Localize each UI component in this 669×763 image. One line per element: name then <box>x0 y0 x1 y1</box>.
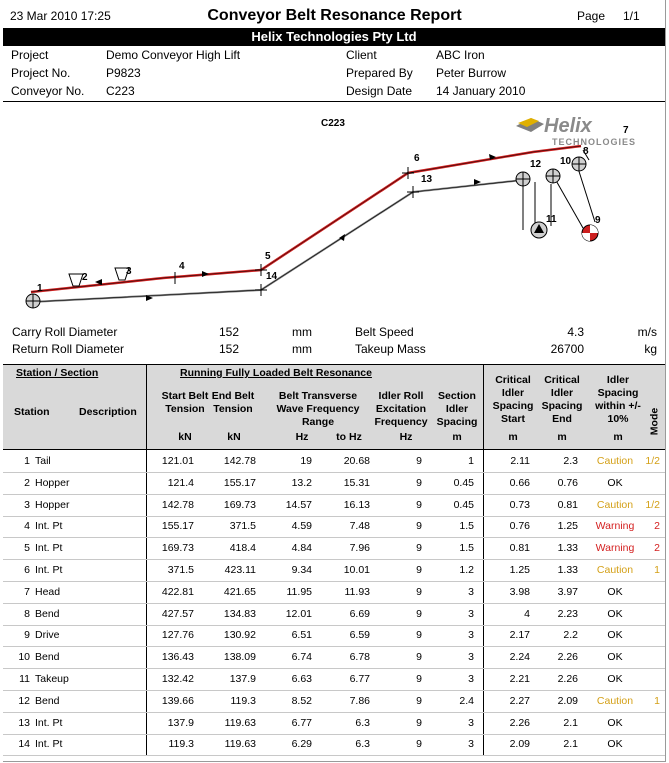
cell-f-to: 16.13 <box>343 498 370 511</box>
cell-f-to: 7.48 <box>349 520 370 533</box>
cell-status: Caution <box>596 455 634 467</box>
cell-excite: 9 <box>416 694 422 707</box>
cell-excite: 9 <box>416 673 422 685</box>
col-wave-range: Belt Transverse Wave Frequency Range <box>276 390 360 428</box>
point-label: 4 <box>179 261 185 272</box>
cell-desc: Bend <box>35 607 60 620</box>
cell-crit-s: 2.24 <box>509 651 530 664</box>
cell-start-t: 371.5 <box>167 564 194 576</box>
cell-no: 4 <box>24 520 30 533</box>
cell-crit-s: 4 <box>524 607 530 620</box>
unit-kn: kN <box>227 431 241 443</box>
cell-status: OK <box>607 716 623 729</box>
cell-crit-s: 0.66 <box>509 476 530 489</box>
cell-status: Warning <box>595 520 635 533</box>
cell-f-to: 15.31 <box>343 476 370 489</box>
cell-f-to: 6.69 <box>349 607 370 620</box>
unit-kn: kN <box>178 431 192 443</box>
cell-crit-s: 2.11 <box>510 455 530 467</box>
cell-spacing: 3 <box>468 585 474 598</box>
cell-no: 12 <box>18 694 30 707</box>
project-no-value: P9823 <box>106 66 141 80</box>
cell-end-t: 421.65 <box>223 585 256 598</box>
cell-excite: 9 <box>416 498 422 511</box>
cell-spacing: 2.4 <box>459 694 474 707</box>
cell-crit-s: 2.21 <box>509 673 530 685</box>
cell-crit-e: 2.23 <box>557 607 578 620</box>
cell-status: OK <box>607 738 623 751</box>
cell-end-t: 137.9 <box>229 673 256 685</box>
cell-excite: 9 <box>416 629 422 642</box>
cell-crit-e: 2.3 <box>563 455 578 467</box>
cell-excite: 9 <box>416 738 422 751</box>
carry-roll-label: Carry Roll Diameter <box>12 325 118 339</box>
cell-excite: 9 <box>416 607 422 620</box>
unit-m: m <box>557 431 567 443</box>
cell-f-to: 11.93 <box>344 585 370 598</box>
cell-crit-s: 0.81 <box>509 542 530 555</box>
cell-f-from: 6.51 <box>291 629 312 642</box>
cell-spacing: 1.5 <box>459 520 474 533</box>
group-station-section: Station / Section <box>16 367 99 379</box>
cell-crit-s: 2.27 <box>509 694 530 707</box>
cell-start-t: 155.17 <box>161 520 194 533</box>
cell-mode: 1/2 <box>645 498 660 511</box>
point-label: 1 <box>37 283 43 294</box>
cell-f-from: 8.52 <box>291 694 312 707</box>
cell-no: 1 <box>24 455 30 467</box>
cell-start-t: 142.78 <box>161 498 194 511</box>
cell-crit-e: 2.1 <box>563 738 578 751</box>
cell-desc: Int. Pt <box>35 738 63 751</box>
unit-m: m <box>452 431 462 443</box>
cell-mode: 1/2 <box>645 455 660 467</box>
logo-sub: TECHNOLOGIES <box>552 137 637 147</box>
report-date: 23 Mar 2010 17:25 <box>10 9 111 23</box>
cell-desc: Bend <box>35 651 60 664</box>
company-bar: Helix Technologies Pty Ltd <box>3 28 665 46</box>
cell-mode: 2 <box>654 542 660 555</box>
cell-mode: 2 <box>654 520 660 533</box>
unit-hz: Hz <box>295 431 309 443</box>
project-value: Demo Conveyor High Lift <box>106 48 241 62</box>
cell-f-from: 14.57 <box>285 498 312 511</box>
cell-crit-e: 3.97 <box>557 585 578 598</box>
cell-spacing: 3 <box>468 673 474 685</box>
cell-f-from: 6.77 <box>291 716 312 729</box>
point-label: 7 <box>623 125 629 136</box>
cell-f-to: 20.68 <box>343 455 370 467</box>
takeup-mass-unit: kg <box>644 342 657 356</box>
cell-desc: Int. Pt <box>35 542 63 555</box>
col-description: Description <box>79 406 137 418</box>
project-label: Project <box>11 48 49 62</box>
cell-f-to: 7.86 <box>349 694 370 707</box>
table-row <box>3 537 665 560</box>
cell-spacing: 0.45 <box>453 498 474 511</box>
prepared-by-value: Peter Burrow <box>436 66 507 80</box>
conveyor-no-value: C223 <box>106 84 135 98</box>
cell-f-from: 12.01 <box>285 607 312 620</box>
hopper-icon <box>69 274 83 286</box>
unit-hz: Hz <box>399 431 413 443</box>
unit-to-hz: to Hz <box>336 431 362 443</box>
unit-m: m <box>613 431 623 443</box>
cell-no: 2 <box>24 476 30 489</box>
cell-end-t: 134.83 <box>223 607 256 620</box>
table-row <box>3 581 665 604</box>
takeup-mass-label: Takeup Mass <box>355 342 426 356</box>
return-roll-unit: mm <box>292 342 312 356</box>
cell-end-t: 423.11 <box>224 564 256 576</box>
cell-desc: Int. Pt <box>35 564 63 576</box>
cell-f-from: 9.34 <box>291 564 312 576</box>
takeup-mass-value: 26700 <box>550 342 584 356</box>
cell-crit-e: 2.26 <box>557 673 578 685</box>
cell-status: OK <box>607 585 623 598</box>
cell-excite: 9 <box>416 585 422 598</box>
point-label: 6 <box>414 153 420 164</box>
cell-status: Caution <box>596 564 634 576</box>
point-label: 2 <box>82 272 88 283</box>
cell-desc: Int. Pt <box>35 520 63 533</box>
cell-start-t: 139.66 <box>161 694 194 707</box>
table-row <box>3 559 665 582</box>
cell-desc: Head <box>35 585 61 598</box>
cell-spacing: 1 <box>468 455 474 467</box>
belt-speed-value: 4.3 <box>567 325 584 339</box>
cell-f-to: 7.96 <box>349 542 370 555</box>
cell-crit-e: 1.33 <box>557 564 578 576</box>
belt-speed-unit: m/s <box>637 325 657 339</box>
cell-no: 13 <box>18 716 30 729</box>
cell-status: OK <box>607 476 623 489</box>
cell-start-t: 137.9 <box>167 716 194 729</box>
point-label: 14 <box>266 271 278 282</box>
unit-m: m <box>508 431 518 443</box>
cell-crit-s: 3.98 <box>509 585 530 598</box>
point-label: 11 <box>546 214 557 225</box>
return-roll-value: 152 <box>219 342 240 356</box>
cell-end-t: 130.92 <box>223 629 256 642</box>
cell-end-t: 119.63 <box>224 716 256 729</box>
col-start-tension: Start Belt Tension <box>161 390 209 415</box>
cell-start-t: 121.4 <box>167 476 194 489</box>
cell-start-t: 132.42 <box>161 673 194 685</box>
cell-excite: 9 <box>416 476 422 489</box>
cell-start-t: 121.01 <box>161 455 194 467</box>
carry-roll-unit: mm <box>292 325 312 339</box>
col-crit-end: Critical Idler Spacing End <box>541 374 583 425</box>
cell-f-from: 4.59 <box>291 520 312 533</box>
cell-no: 6 <box>24 564 30 576</box>
return-roll-label: Return Roll Diameter <box>12 342 125 356</box>
cell-no: 11 <box>19 673 30 685</box>
conveyor-no-label: Conveyor No. <box>11 84 85 98</box>
cell-mode: 1 <box>654 564 660 576</box>
cell-f-from: 6.63 <box>291 673 312 685</box>
col-crit-start: Critical Idler Spacing Start <box>492 374 534 425</box>
cell-f-from: 6.74 <box>291 651 312 664</box>
cell-f-from: 19 <box>300 455 312 467</box>
point-label: 12 <box>530 159 542 170</box>
page-label: Page <box>577 9 606 23</box>
cell-end-t: 371.5 <box>229 520 256 533</box>
cell-desc: Bend <box>35 694 60 707</box>
table-row <box>3 603 665 626</box>
cell-start-t: 127.76 <box>161 629 194 642</box>
table-row <box>3 733 665 756</box>
cell-f-to: 6.59 <box>349 629 370 642</box>
cell-f-to: 6.3 <box>355 738 370 751</box>
col-station: Station <box>14 406 50 418</box>
cell-crit-e: 0.81 <box>557 498 578 511</box>
col-mode: Mode <box>648 407 661 436</box>
cell-end-t: 119.3 <box>230 694 256 707</box>
report-title: Conveyor Belt Resonance Report <box>207 7 462 24</box>
table-row <box>3 646 665 669</box>
cell-end-t: 119.63 <box>224 738 256 751</box>
table-row <box>3 494 665 517</box>
cell-no: 8 <box>24 607 30 620</box>
table-row <box>3 712 665 735</box>
cell-spacing: 3 <box>468 651 474 664</box>
point-label: 13 <box>421 174 433 185</box>
cell-no: 5 <box>24 542 30 555</box>
cell-crit-s: 2.09 <box>509 738 530 751</box>
cell-crit-e: 1.25 <box>557 520 578 533</box>
group-running-loaded: Running Fully Loaded Belt Resonance <box>180 367 372 379</box>
project-no-label: Project No. <box>11 66 71 80</box>
table-row <box>3 472 665 495</box>
cell-status: OK <box>607 673 623 685</box>
point-label: 5 <box>265 251 271 262</box>
cell-spacing: 3 <box>468 738 474 751</box>
cell-status: Caution <box>596 694 634 707</box>
col-within: Idler Spacing within +/- 10% <box>595 374 641 425</box>
cell-start-t: 136.43 <box>161 651 194 664</box>
table-row <box>3 624 665 647</box>
cell-no: 14 <box>18 738 30 751</box>
cell-excite: 9 <box>416 455 422 467</box>
cell-crit-s: 2.17 <box>509 629 530 642</box>
cell-f-from: 11.95 <box>286 585 312 598</box>
table-row <box>3 450 665 473</box>
point-label: 10 <box>560 156 572 167</box>
conveyor-diagram <box>3 102 665 322</box>
cell-spacing: 1.2 <box>459 564 474 576</box>
cell-excite: 9 <box>416 651 422 664</box>
cell-no: 3 <box>24 498 30 511</box>
design-date-label: Design Date <box>346 84 413 98</box>
cell-desc: Hopper <box>35 476 70 489</box>
cell-crit-s: 0.76 <box>509 520 530 533</box>
cell-crit-s: 1.25 <box>509 564 530 576</box>
cell-f-to: 6.77 <box>349 673 370 685</box>
logo-name: Helix <box>544 115 592 137</box>
cell-start-t: 427.57 <box>161 607 194 620</box>
cell-excite: 9 <box>416 716 422 729</box>
client-label: Client <box>346 48 377 62</box>
cell-f-to: 6.78 <box>349 651 370 664</box>
point-label: 9 <box>595 215 601 226</box>
cell-end-t: 169.73 <box>223 498 256 511</box>
table-row <box>3 515 665 538</box>
cell-mode: 1 <box>654 694 660 707</box>
point-label: 3 <box>126 266 132 277</box>
cell-no: 7 <box>24 585 30 598</box>
cell-spacing: 3 <box>468 629 474 642</box>
cell-start-t: 169.73 <box>161 542 194 555</box>
cell-spacing: 1.5 <box>459 542 474 555</box>
table-row <box>3 690 665 713</box>
cell-start-t: 422.81 <box>161 585 194 598</box>
cell-crit-e: 2.2 <box>563 629 578 642</box>
design-date-value: 14 January 2010 <box>436 84 526 98</box>
cell-crit-e: 2.1 <box>563 716 578 729</box>
cell-status: Caution <box>596 498 634 511</box>
col-excitation: Idler Roll Excitation Frequency <box>374 390 428 428</box>
cell-spacing: 0.45 <box>453 476 474 489</box>
col-end-tension: End Belt Tension <box>211 390 255 415</box>
cell-f-from: 13.2 <box>291 476 312 489</box>
cell-crit-e: 2.26 <box>557 651 578 664</box>
cell-crit-e: 0.76 <box>557 476 578 489</box>
cell-crit-e: 2.09 <box>557 694 578 707</box>
diagram-title: C223 <box>321 118 345 129</box>
client-value: ABC Iron <box>436 48 485 62</box>
cell-no: 9 <box>24 629 30 642</box>
table-row <box>3 668 665 691</box>
prepared-by-label: Prepared By <box>346 66 413 80</box>
cell-desc: Tail <box>35 455 51 467</box>
cell-f-from: 4.84 <box>291 542 312 555</box>
cell-start-t: 119.3 <box>168 738 194 751</box>
cell-status: OK <box>607 651 623 664</box>
cell-status: Warning <box>595 542 635 555</box>
carry-belt-line <box>31 146 581 292</box>
cell-excite: 9 <box>416 564 422 576</box>
page-number: 1/1 <box>623 9 640 23</box>
point-label: 8 <box>583 146 589 157</box>
cell-f-from: 6.29 <box>291 738 312 751</box>
carry-roll-value: 152 <box>219 325 240 339</box>
cell-crit-s: 0.73 <box>509 498 530 511</box>
cell-status: OK <box>607 629 623 642</box>
cell-excite: 9 <box>416 542 422 555</box>
cell-desc: Int. Pt <box>35 716 63 729</box>
cell-spacing: 3 <box>468 607 474 620</box>
cell-no: 10 <box>18 651 30 664</box>
cell-end-t: 418.4 <box>229 542 256 555</box>
cell-f-to: 10.01 <box>343 564 370 576</box>
cell-end-t: 138.09 <box>223 651 256 664</box>
cell-crit-e: 1.33 <box>557 542 578 555</box>
cell-desc: Takeup <box>35 673 69 685</box>
cell-end-t: 155.17 <box>223 476 256 489</box>
cell-excite: 9 <box>416 520 422 533</box>
cell-desc: Hopper <box>35 498 70 511</box>
col-spacing: Section Idler Spacing <box>436 390 478 428</box>
cell-status: OK <box>607 607 623 620</box>
cell-desc: Drive <box>35 629 60 642</box>
cell-crit-s: 2.26 <box>509 716 530 729</box>
helix-logo <box>516 115 636 147</box>
cell-f-to: 6.3 <box>355 716 370 729</box>
belt-speed-label: Belt Speed <box>355 325 414 339</box>
cell-end-t: 142.78 <box>223 455 256 467</box>
cell-spacing: 3 <box>468 716 474 729</box>
